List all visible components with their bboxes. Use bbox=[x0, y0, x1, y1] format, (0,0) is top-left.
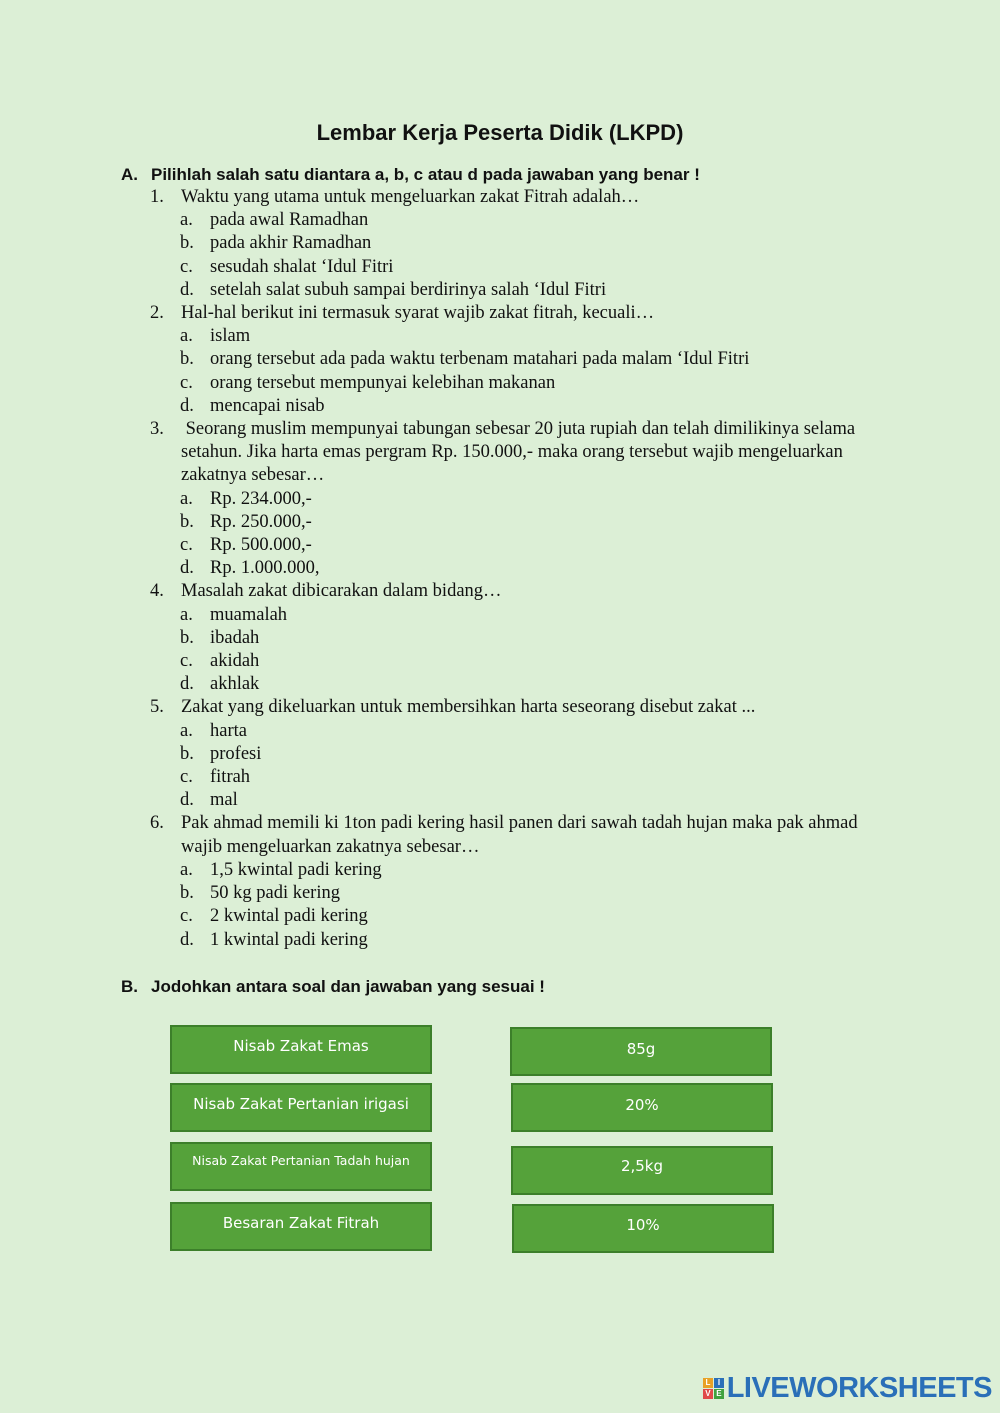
option-text: orang tersebut ada pada waktu terbenam matahari pada malam ‘Idul Fitri bbox=[210, 349, 750, 370]
question-text: Zakat yang dikeluarkan untuk membersihkan harta seseorang disebut zakat ... bbox=[181, 697, 756, 718]
option-item[interactable] bbox=[150, 372, 870, 395]
option-letter: b. bbox=[180, 743, 194, 764]
option-text: pada akhir Ramadhan bbox=[210, 233, 372, 254]
option-text: harta bbox=[210, 720, 247, 741]
match-left-label: Nisab Zakat Pertanian irigasi bbox=[193, 1095, 409, 1113]
option-text: Rp. 250.000,- bbox=[210, 511, 312, 532]
option-text: pada awal Ramadhan bbox=[210, 210, 369, 231]
option-text: 2 kwintal padi kering bbox=[210, 906, 368, 927]
match-left-label: Besaran Zakat Fitrah bbox=[222, 1214, 380, 1232]
option-item[interactable] bbox=[150, 673, 870, 696]
question-4 bbox=[150, 580, 870, 696]
option-letter: a. bbox=[180, 326, 193, 347]
match-left-box[interactable] bbox=[170, 1202, 432, 1251]
match-right-label: 85g bbox=[626, 1040, 656, 1058]
option-text: 1,5 kwintal padi kering bbox=[210, 859, 382, 880]
match-right-box[interactable] bbox=[512, 1204, 774, 1253]
option-letter: b. bbox=[180, 349, 194, 370]
option-text: Rp. 500.000,- bbox=[210, 535, 312, 556]
question-number: 2. bbox=[150, 303, 164, 324]
option-item[interactable] bbox=[150, 325, 870, 348]
option-letter: b. bbox=[180, 511, 194, 532]
option-item[interactable] bbox=[150, 348, 870, 371]
option-letter: c. bbox=[180, 372, 193, 393]
question-text: Waktu yang utama untuk mengeluarkan zakat Fitrah adalah… bbox=[181, 187, 640, 207]
logo-mark-letter: L bbox=[703, 1378, 713, 1388]
option-item[interactable] bbox=[150, 905, 870, 928]
option-letter: b. bbox=[180, 627, 194, 648]
option-letter: a. bbox=[180, 859, 193, 880]
option-letter: d. bbox=[180, 395, 194, 416]
question-1 bbox=[150, 186, 870, 302]
option-text: akhlak bbox=[210, 674, 260, 695]
option-item[interactable] bbox=[150, 789, 870, 812]
question-5 bbox=[150, 696, 870, 812]
question-number: 3. bbox=[150, 419, 164, 440]
option-letter: b. bbox=[180, 233, 194, 254]
option-letter: d. bbox=[180, 279, 194, 300]
match-left-box[interactable] bbox=[170, 1142, 432, 1191]
option-item[interactable] bbox=[150, 720, 870, 743]
option-item[interactable] bbox=[150, 557, 870, 580]
option-text: profesi bbox=[210, 743, 262, 764]
match-left-box[interactable] bbox=[170, 1083, 432, 1132]
question-list bbox=[150, 186, 870, 952]
match-left-label: Nisab Zakat Pertanian Tadah hujan bbox=[192, 1153, 410, 1168]
option-letter: a. bbox=[180, 488, 193, 509]
option-item[interactable] bbox=[150, 650, 870, 673]
section-a-heading bbox=[121, 165, 881, 185]
section-a-instruction: Pilihlah salah satu diantara a, b, c atau d pada jawaban yang benar ! bbox=[151, 165, 700, 184]
option-letter: c. bbox=[180, 651, 193, 672]
option-text: akidah bbox=[210, 651, 260, 672]
option-letter: d. bbox=[180, 790, 194, 811]
option-text: Rp. 234.000,- bbox=[210, 488, 312, 509]
option-text: mencapai nisab bbox=[210, 395, 325, 416]
section-b-instruction: Jodohkan antara soal dan jawaban yang sesuai ! bbox=[151, 977, 545, 996]
question-number: 6. bbox=[150, 813, 164, 834]
liveworksheets-logo bbox=[703, 1372, 992, 1405]
option-text: orang tersebut mempunyai kelebihan makanan bbox=[210, 372, 556, 393]
logo-mark-letter: E bbox=[714, 1389, 724, 1399]
option-item[interactable] bbox=[150, 395, 870, 418]
option-item[interactable] bbox=[150, 627, 870, 650]
option-item[interactable] bbox=[150, 743, 870, 766]
match-right-label: 10% bbox=[626, 1216, 660, 1234]
option-letter: d. bbox=[180, 674, 194, 695]
match-left-label: Nisab Zakat Emas bbox=[233, 1037, 369, 1055]
match-right-label: 2,5kg bbox=[620, 1157, 664, 1175]
option-item[interactable] bbox=[150, 279, 870, 302]
logo-text: LIVEWORKSHEETS bbox=[726, 1372, 992, 1404]
page-title: Lembar Kerja Peserta Didik (LKPD) bbox=[316, 120, 684, 145]
option-item[interactable] bbox=[150, 511, 870, 534]
question-2 bbox=[150, 302, 870, 418]
question-text: Seorang muslim mempunyai tabungan sebesar 20 juta rupiah dan telah dimilikinya selama setahun. Jika harta emas pergram Rp. 150.000,- maka orang tersebut wajib mengeluarkan zakatnya sebesar… bbox=[181, 419, 860, 486]
option-letter: c. bbox=[180, 767, 193, 788]
logo-mark-letter: I bbox=[714, 1378, 724, 1388]
section-a-letter: A. bbox=[121, 165, 138, 184]
option-letter: d. bbox=[180, 558, 194, 579]
option-text: 50 kg padi kering bbox=[210, 883, 340, 904]
option-item[interactable] bbox=[150, 859, 870, 882]
option-item[interactable] bbox=[150, 209, 870, 232]
option-letter: c. bbox=[180, 906, 193, 927]
option-item[interactable] bbox=[150, 256, 870, 279]
option-item[interactable] bbox=[150, 882, 870, 905]
option-item[interactable] bbox=[150, 604, 870, 627]
question-number: 4. bbox=[150, 581, 164, 602]
match-right-box[interactable] bbox=[511, 1146, 773, 1195]
option-item[interactable] bbox=[150, 534, 870, 557]
option-item[interactable] bbox=[150, 766, 870, 789]
option-item[interactable] bbox=[150, 929, 870, 952]
logo-mark-icon bbox=[703, 1378, 724, 1399]
section-b-heading bbox=[121, 977, 881, 997]
question-text: Masalah zakat dibicarakan dalam bidang… bbox=[181, 581, 502, 602]
option-text: fitrah bbox=[210, 767, 251, 788]
option-text: Rp. 1.000.000, bbox=[210, 558, 320, 579]
match-right-box[interactable] bbox=[511, 1083, 773, 1132]
question-text: Pak ahmad memili ki 1ton padi kering hasil panen dari sawah tadah hujan maka pak ahmad wajib mengeluarkan zakatnya sebesar… bbox=[181, 813, 858, 857]
option-item[interactable] bbox=[150, 488, 870, 511]
option-text: sesudah shalat ‘Idul Fitri bbox=[210, 256, 394, 277]
option-text: mal bbox=[210, 790, 238, 811]
question-text: Hal-hal berikut ini termasuk syarat wajib zakat fitrah, kecuali… bbox=[181, 303, 655, 324]
option-text: setelah salat subuh sampai berdirinya salah ‘Idul Fitri bbox=[210, 279, 607, 300]
question-3 bbox=[150, 418, 870, 580]
option-letter: a. bbox=[180, 604, 193, 625]
option-text: ibadah bbox=[210, 627, 260, 648]
question-number: 1. bbox=[150, 187, 164, 207]
option-text: muamalah bbox=[210, 604, 288, 625]
logo-mark-letter: V bbox=[703, 1389, 713, 1399]
match-left-box[interactable] bbox=[170, 1025, 432, 1074]
section-b-letter: B. bbox=[121, 977, 138, 996]
option-letter: c. bbox=[180, 535, 193, 556]
option-text: 1 kwintal padi kering bbox=[210, 929, 368, 950]
option-letter: d. bbox=[180, 929, 194, 950]
question-number: 5. bbox=[150, 697, 164, 718]
option-text: islam bbox=[210, 326, 251, 347]
option-letter: c. bbox=[180, 256, 193, 277]
option-item[interactable] bbox=[150, 232, 870, 255]
question-6 bbox=[150, 812, 870, 951]
match-right-box[interactable] bbox=[510, 1027, 772, 1076]
option-letter: a. bbox=[180, 210, 193, 231]
option-letter: b. bbox=[180, 883, 194, 904]
option-letter: a. bbox=[180, 720, 193, 741]
match-right-label: 20% bbox=[625, 1096, 659, 1114]
